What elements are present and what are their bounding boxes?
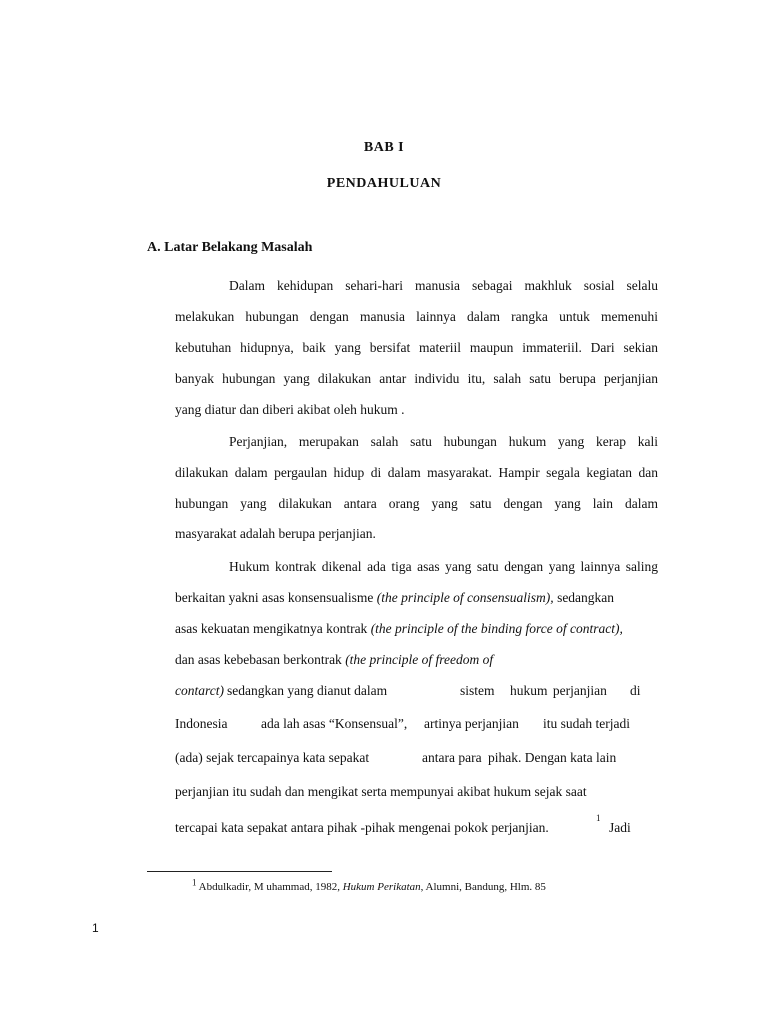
page-number: 1 (92, 921, 99, 935)
text-run: tercapai kata sepakat antara pihak -pihak mengenai pokok perjanjian. (175, 820, 549, 835)
paragraph-1-line: melakukan hubungan dengan manusia lainnya dalam rangka untuk memenuhi (175, 309, 658, 324)
footnote-text: Abdulkadir, M uhammad, 1982, (198, 881, 343, 893)
text-run: sedangkan yang dianut dalam (227, 683, 388, 698)
text-run: di (630, 683, 641, 698)
paragraph-2-line: Perjanjian, merupakan salah satu hubungan hukum yang kerap kali (229, 434, 658, 449)
text-run: antara para (422, 750, 482, 765)
italic-term: (the principle of consensualism), (376, 590, 554, 605)
footnote-book-title: Hukum Perikatan (342, 881, 421, 893)
paragraph-1-line: yang diatur dan diberi akibat oleh hukum . (175, 402, 405, 417)
text-run: itu sudah terjadi (543, 716, 630, 731)
italic-term: (the principle of freedom of (345, 652, 494, 667)
paragraph-1-line: Dalam kehidupan sehari-hari manusia sebagai makhluk sosial selalu (229, 278, 658, 293)
section-heading: A. Latar Belakang Masalah (147, 240, 313, 255)
text-run: sedangkan (553, 590, 615, 605)
text-run: (ada) sejak tercapainya kata sepakat (175, 750, 370, 765)
paragraph-2-line: hubungan yang dilakukan antara orang yang satu dengan yang lain dalam (175, 496, 658, 511)
footnote-separator (147, 871, 332, 872)
document-page: BAB I PENDAHULUAN A. Latar Belakang Masalah Dalam kehidupan sehari-hari manusia sebagai makhluk sosial selalu melakukan hubungan dengan manusia lainnya dalam rangka untuk memenuhi kebutuhan hidupnya, baik yang bersifat materiil maupun immateriil. Dari sekian banyak hubungan yang dilakukan antar individu itu, salah satu berupa perjanjian yang diatur dan diberi akibat oleh hukum . Perjanjian, merupakan salah satu hubungan hukum yang kerap kali dilakukan dalam pergaulan hidup di dalam masyarakat. Hampir segala kegiatan dan hubungan yang dilakukan antara orang yang satu dengan yang lain dalam masyarakat adalah berupa perjanjian. Hukum kontrak dikenal ada tiga asas yang satu dengan yang lainnya saling berkaitan yakni asas konsensualisme (the principle of consensualism), sedangkan asas kekuatan mengikatnya kontrak (the principle of the binding force of contract), dan asas kebebasan berkontrak (the principle of freedom of contarct) sedangkan yang dianut dalam sistem hukum perjanjian di Indonesia ada lah asas “Konsensual”, artinya perjanjian itu sudah terjadi (ada) sejak tercapainya kata sepakat antara para pihak. Dengan kata lain perjanjian itu sudah dan mengikat serta mempunyai akibat hukum sejak saat tercapai kata sepakat antara pihak -pihak mengenai pokok perjanjian. 1 Jadi $^1$ Abdulkadir, M uhammad, 1982, Hukum Perikatan, Alumni, Bandung, Hlm. 85 1 (0, 0, 768, 1024)
italic-term: contarct) (175, 683, 224, 698)
paragraph-2-line: masyarakat adalah berupa perjanjian. (175, 526, 376, 541)
paragraph-3-line (175, 589, 658, 607)
text-run: asas kekuatan mengikatnya kontrak (175, 621, 371, 636)
text-run: pihak. Dengan kata lain (488, 750, 617, 765)
italic-term: (the principle of the binding force of contract), (370, 621, 623, 636)
text-run: Indonesia (175, 716, 228, 731)
paragraph-2-line: dilakukan dalam pergaulan hidup di dalam masyarakat. Hampir segala kegiatan dan (175, 465, 658, 480)
paragraph-1-line: kebutuhan hidupnya, baik yang bersifat materiil maupun immateriil. Dari sekian (175, 340, 658, 355)
footnote-number: 1 (192, 877, 197, 888)
footnote (192, 877, 546, 894)
paragraph-1-line: banyak hubungan yang dilakukan antar individu itu, salah satu berupa perjanjian (175, 371, 658, 386)
text-run: ada lah asas “Konsensual”, (261, 716, 408, 731)
paragraph-3-line: perjanjian itu sudah dan mengikat serta mempunyai akibat hukum sejak saat (175, 784, 587, 799)
footnote-text: , Alumni, Bandung, Hlm. 85 (420, 881, 546, 893)
paragraph-3-line (175, 620, 623, 638)
text-run: hukum perjanjian (510, 683, 607, 698)
text-run: artinya perjanjian (424, 716, 519, 731)
text-run: berkaitan yakni asas konsensualisme (175, 590, 377, 605)
text-run: dan asas kebebasan berkontrak (175, 652, 346, 667)
paragraph-3-line: Hukum kontrak dikenal ada tiga asas yang satu dengan yang lainnya saling (229, 559, 658, 574)
paragraph-3-line (175, 651, 493, 669)
chapter-title: PENDAHULUAN (326, 176, 442, 191)
text-run: Jadi (609, 820, 631, 835)
text-run: sistem (460, 683, 495, 698)
chapter-number: BAB I (363, 140, 405, 155)
